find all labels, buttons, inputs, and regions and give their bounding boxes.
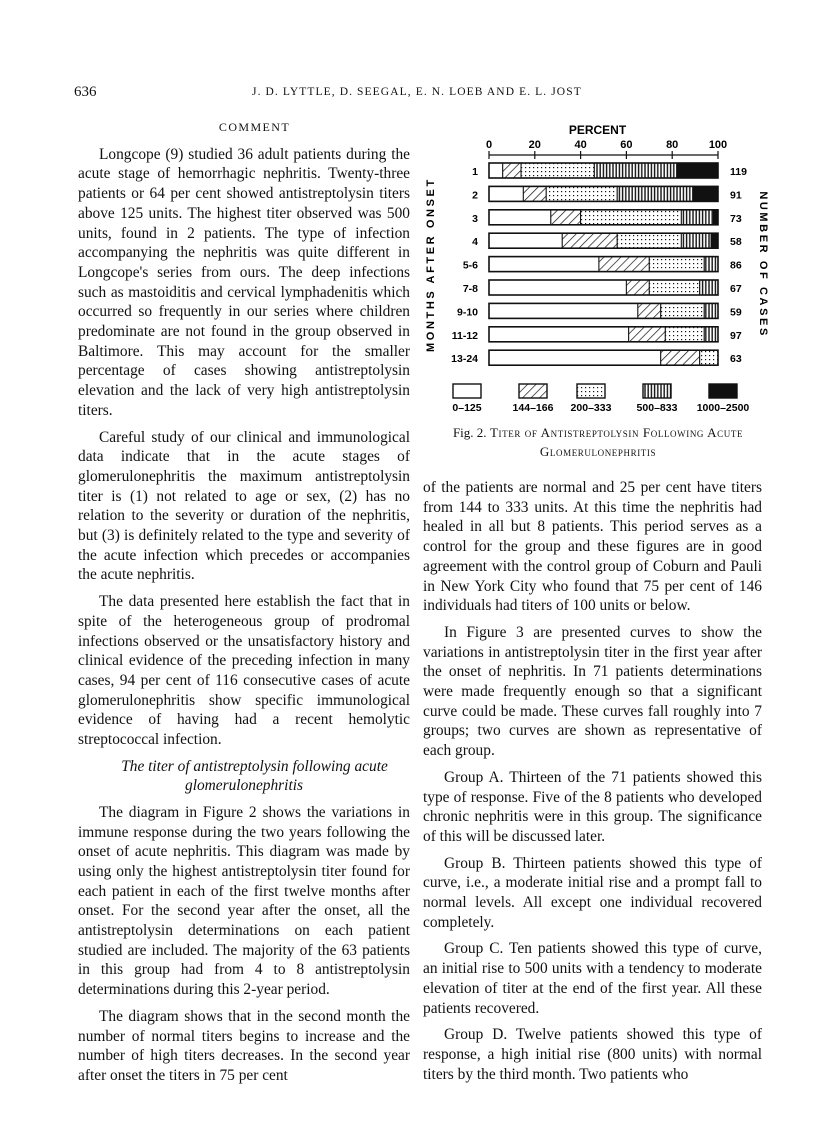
bar-segment bbox=[489, 163, 503, 178]
legend-label: 0–125 bbox=[452, 402, 482, 414]
figure-2 bbox=[420, 118, 772, 458]
bar-segment bbox=[546, 186, 617, 201]
paragraph: The data presented here establish the fact that in spite of the heterogeneous group of prodromal infections observed or the unsatisfactory history and clinical evidence of the preceding infection in many cases, 94 per cent of 116 consecutive cases of acute glomerulonephritis show specific immunological evidence of having had a recent hemolytic streptococcal infection. bbox=[78, 593, 410, 749]
x-tick-label: 100 bbox=[708, 139, 728, 151]
legend-label: 200–333 bbox=[570, 402, 612, 414]
paragraph: Group D. Twelve patients showed this type of response, a high initial rise (800 units) with normal titers by the third month. Two patients who bbox=[423, 1026, 762, 1083]
author-list: J. D. LYTTLE, D. SEEGAL, E. N. LOEB AND E. L. JOST bbox=[252, 86, 582, 98]
bar-segment bbox=[503, 163, 521, 178]
bar-segment bbox=[638, 303, 661, 318]
category-label: 7-8 bbox=[462, 283, 478, 295]
x-tick-label: 0 bbox=[485, 139, 493, 151]
paragraph: The diagram shows that in the second month the number of normal titers begins to increase and the number of high titers decreases. In the second year after onset the titers in 75 per cent bbox=[78, 1007, 410, 1084]
legend-swatch bbox=[709, 384, 737, 398]
bar-segment bbox=[700, 280, 718, 295]
case-count: 59 bbox=[730, 306, 742, 319]
bar-segment bbox=[489, 303, 638, 318]
category-label: 11-12 bbox=[451, 329, 478, 342]
bar-segment bbox=[649, 257, 704, 272]
category-label: 2 bbox=[472, 189, 478, 202]
legend-swatch bbox=[643, 384, 671, 398]
bar-segment bbox=[700, 350, 718, 365]
page-number: 636 bbox=[74, 84, 97, 100]
case-count: 97 bbox=[730, 329, 742, 342]
bar-segment bbox=[489, 280, 626, 295]
x-tick-label: 80 bbox=[666, 139, 679, 151]
chart-title: PERCENT bbox=[568, 123, 627, 137]
bar-segment bbox=[562, 233, 617, 248]
bar-segment bbox=[704, 303, 718, 318]
bar-segment bbox=[711, 233, 718, 248]
case-count: 91 bbox=[730, 189, 742, 202]
x-tick-label: 60 bbox=[620, 139, 633, 151]
bar-segment bbox=[581, 210, 682, 225]
case-count: 119 bbox=[730, 166, 747, 178]
bar-segment bbox=[704, 327, 718, 342]
case-count: 73 bbox=[730, 212, 742, 225]
bar-segment bbox=[489, 327, 629, 342]
y-axis-label: MONTHS AFTER ONSET bbox=[425, 177, 437, 352]
running-head bbox=[74, 84, 744, 104]
paragraph: of the patients are normal and 25 per cent have titers from 144 to 333 units. At this time the nephritis had healed in all but 8 patients. This period serves as a control for the group and these figures are in good agreement with the control group of Coburn and Pauli in New York City who found that 75 per cent of 146 individuals had titers of 100 units or below. bbox=[423, 479, 762, 615]
legend-label: 144–166 bbox=[512, 402, 554, 414]
bar-segment bbox=[681, 210, 713, 225]
bar-segment bbox=[677, 163, 718, 178]
category-label: 1 bbox=[472, 166, 478, 178]
paragraph: Careful study of our clinical and immunological data indicate that in the acute stages of glomerulonephritis the maximum antistreptolysin titer is (1) not related to age or sex, (2) has no relation to the severity or duration of the nephritis, but (3) is definitely related to the type and severity of the acute infection which precedes or accompanies the acute nephritis. bbox=[78, 428, 410, 584]
category-label: 3 bbox=[472, 212, 478, 225]
bar-segment bbox=[629, 327, 666, 342]
case-count: 67 bbox=[730, 283, 742, 295]
bar-segment bbox=[489, 186, 523, 201]
bar-segment bbox=[665, 327, 704, 342]
case-count: 58 bbox=[730, 236, 742, 249]
legend-label: 500–833 bbox=[636, 402, 678, 414]
paragraph: In Figure 3 are presented curves to show the variations in antistreptolysin titer in the first year after the onset of nephritis. In 71 patients determinations were made frequently enough so that a significant curve could be made. These curves fall roughly into 7 groups; two curves are shown as representative of each group. bbox=[423, 623, 762, 760]
bar-segment bbox=[489, 257, 599, 272]
legend-swatch bbox=[577, 384, 605, 398]
category-label: 9-10 bbox=[456, 306, 478, 319]
category-label: 13-24 bbox=[451, 353, 478, 366]
bar-segment bbox=[626, 280, 649, 295]
category-label: 5-6 bbox=[462, 259, 478, 272]
bar-segment bbox=[681, 233, 711, 248]
x-tick-label: 40 bbox=[574, 139, 587, 151]
figure-caption bbox=[425, 424, 771, 462]
bar-segment bbox=[599, 257, 649, 272]
x-tick-label: 20 bbox=[528, 139, 541, 151]
bar-segment bbox=[594, 163, 676, 178]
bar-segment bbox=[489, 233, 562, 248]
paragraph: Longcope (9) studied 36 adult patients during the acute stage of hemorrhagic nephritis. Twenty-three patients or 64 per cent showed antistreptolysin titers above 125 units. The highest titer observed was 500 units, found in 2 patients. The type of infection accompanying the nephritis was quite different in Longcope's series from ours. The deep infections such as mastoiditis and cervical lymphadenitis which occurred so frequently in our series where children predominate are not found in the group observed in Baltimore. This may account for the smaller percentage of cases showing antistreptolysin elevation and the lack of very high antistreptolysin titers. bbox=[78, 145, 410, 419]
bar-segment bbox=[521, 163, 594, 178]
right-column bbox=[423, 478, 762, 1091]
bar-segment bbox=[693, 186, 718, 201]
paragraph: Group C. Ten patients showed this type of curve, an initial rise to 500 units with a tendency to moderate elevation of titer at the end of the first year. All these patients recovered. bbox=[423, 940, 762, 1017]
bar-segment bbox=[649, 280, 699, 295]
bar-segment bbox=[617, 186, 693, 201]
paragraph: The diagram in Figure 2 shows the variations in immune response during the two years following the onset of acute nephritis. This diagram was made by using only the highest antistreptolysin titer found for each patient in each of the first twelve months after onset. For the second year after the onset, all the antistreptolysin determinations on each patient studied are included. The majority of the 63 patients in this group had from 4 to 8 antistreptolysin determinations during this 2-year period. bbox=[78, 803, 410, 999]
caption-number: Fig. 2. bbox=[452, 425, 487, 440]
caption-text: Titer of Antistreptolysin Following Acute Glomerulonephritis bbox=[490, 425, 744, 459]
stacked-bar-chart bbox=[420, 118, 772, 418]
bar-segment bbox=[617, 233, 681, 248]
legend-swatch bbox=[453, 384, 481, 398]
bar-segment bbox=[489, 350, 661, 365]
comment-heading: COMMENT bbox=[218, 120, 291, 134]
legend-swatch bbox=[519, 384, 547, 398]
bar-segment bbox=[661, 303, 705, 318]
category-label: 4 bbox=[472, 236, 478, 249]
legend-label: 1000–2500 bbox=[696, 402, 750, 414]
bar-segment bbox=[489, 210, 551, 225]
bar-segment bbox=[661, 350, 700, 365]
left-column bbox=[78, 118, 410, 1093]
bar-segment bbox=[523, 186, 546, 201]
right-axis-label: NUMBER OF CASES bbox=[757, 191, 769, 338]
section-subheading: The titer of antistreptolysin following acute glomerulonephritis bbox=[121, 757, 388, 795]
case-count: 63 bbox=[730, 353, 742, 366]
bar-segment bbox=[704, 257, 718, 272]
paragraph: Group A. Thirteen of the 71 patients showed this type of response. Five of the 8 patients who developed chronic nephritis were in this group. The significance of this will be discussed later. bbox=[423, 768, 762, 845]
case-count: 86 bbox=[730, 259, 742, 272]
bar-segment bbox=[551, 210, 581, 225]
paragraph: Group B. Thirteen patients showed this type of curve, i.e., a moderate initial rise and a prompt fall to normal levels. All except one individual recovered completely. bbox=[423, 854, 762, 931]
